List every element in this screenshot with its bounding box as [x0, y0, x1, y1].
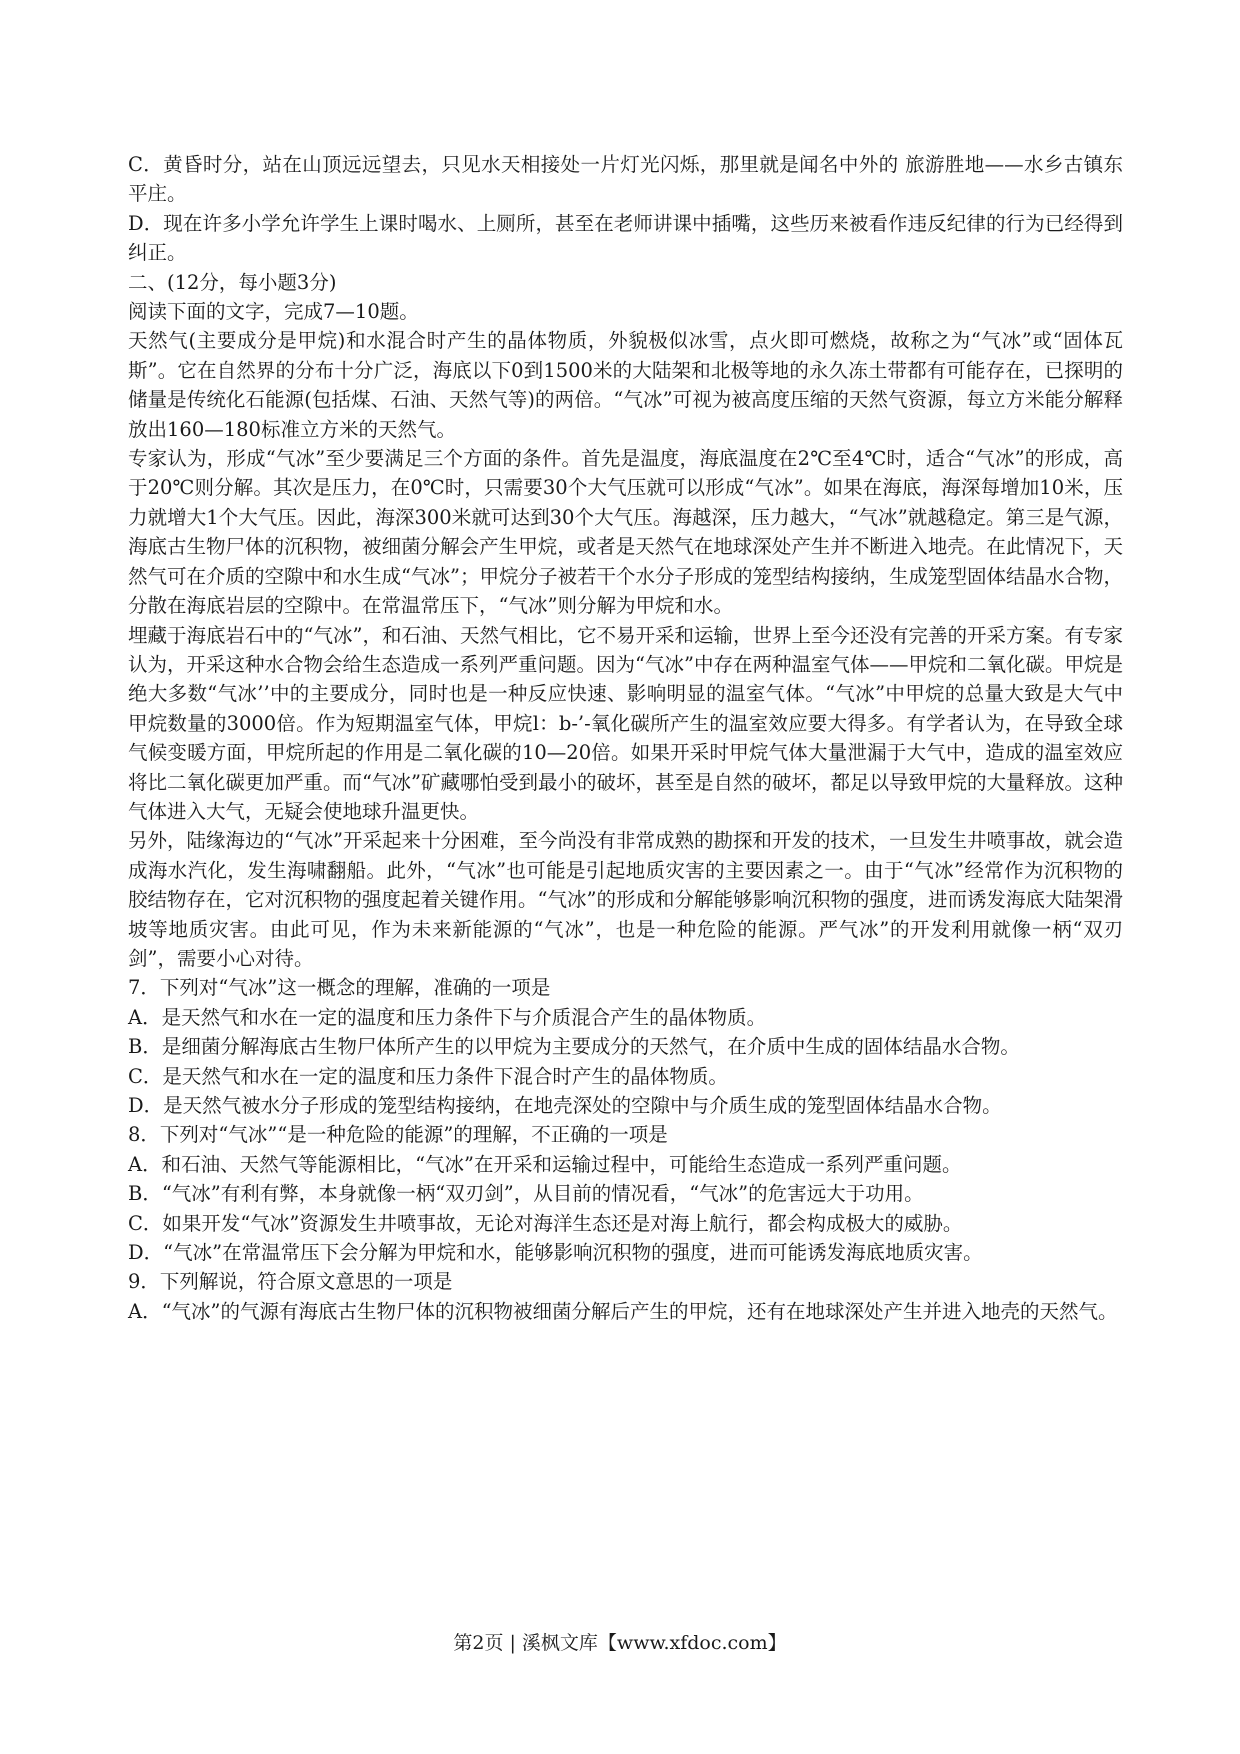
question-7-option-c: C．是天然气和水在一定的温度和压力条件下混合时产生的晶体物质。 — [128, 1064, 728, 1088]
question-8-option-b: B．“气冰”有利有弊，本身就像一柄“双刃剑”，从目前的情况看，“气冰”的危害远大于功用。 — [128, 1182, 924, 1206]
section-heading: 二、(12分，每小题3分) — [128, 270, 337, 294]
passage-paragraph-3: 埋藏于海底岩石中的“气冰”，和石油、天然气相比，它不易开采和运输，世界上至今还没有完善的开采方案。有专家认为，开采这种水合物会给生态造成一系列严重问题。因为“气冰”中存在两种温室气体——甲烷和二氧化碳。甲烷是绝大多数“气冰’’中的主要成分，同时也是一种反应快速、影响明显的温室气体。“气冰”中甲烷的总量大致是大气中甲烷数量的3000倍。作为短期温室气体，甲烷l：b-’-氧化碳所产生的温室效应要大得多。有学者认为，在导致全球气候变暖方面，甲烷所起的作用是二氧化碳的10—20倍。如果开采时甲烷气体大量泄漏于大气中，造成的温室效应将比二氧化碳更加严重。而“气冰”矿藏哪怕受到最小的破坏，甚至是自然的破坏，都足以导致甲烷的大量释放。这种气体进入大气，无疑会使地球升温更快。 — [128, 623, 1123, 823]
question-7: 7．下列对“气冰”这一概念的理解，准确的一项是 — [128, 976, 551, 1000]
option-d-paragraph: D．现在许多小学允许学生上课时喝水、上厕所，甚至在老师讲课中插嘴，这些历来被看作违反纪律的行为已经得到纠正。 — [128, 211, 1123, 265]
question-7-option-b: B．是细菌分解海底古生物尸体所产生的以甲烷为主要成分的天然气，在介质中生成的固体结晶水合物。 — [128, 1035, 1020, 1059]
passage-paragraph-4: 另外，陆缘海边的“气冰”开采起来十分困难，至今尚没有非常成熟的勘探和开发的技术，一旦发生井喷事故，就会造成海水汽化，发生海啸翻船。此外，“气冰”也可能是引起地质灾害的主要因素之一。由于“气冰”经常作为沉积物的胶结物存在，它对沉积物的强度起着关键作用。“气冰”的形成和分解能够影响沉积物的强度，进而诱发海底大陆架滑坡等地质灾害。由此可见，作为未来新能源的“气冰”，也是一种危险的能源。严气冰”的开发利用就像一柄“双刃剑”，需要小心对待。 — [128, 829, 1123, 970]
page-footer: 第2页 | 溪枫文库【www.xfdoc.com】 — [453, 1632, 787, 1654]
question-7-option-a: A．是天然气和水在一定的温度和压力条件下与介质混合产生的晶体物质。 — [128, 1005, 767, 1029]
question-8: 8．下列对“气冰”“是一种危险的能源”的理解，不正确的一项是 — [128, 1123, 668, 1147]
question-9: 9．下列解说，符合原文意思的一项是 — [128, 1270, 453, 1294]
passage-paragraph-1: 天然气(主要成分是甲烷)和水混合时产生的晶体物质，外貌极似冰雪，点火即可燃烧，故称之为“气冰”或“固体瓦斯”。它在自然界的分布十分广泛，海底以下0到1500米的大陆架和北极等地的永久冻土带都有可能存在，已探明的储量是传统化石能源(包括煤、石油、天然气等)的两倍。“气冰”可视为被高度压缩的天然气资源，每立方米能分解释放出160—180标准立方米的天然气。 — [128, 329, 1123, 441]
question-7-option-d: D．是天然气被水分子形成的笼型结构接纳，在地壳深处的空隙中与介质生成的笼型固体结晶水合物。 — [128, 1094, 1002, 1117]
question-8-option-c: C．如果开发“气冰”资源发生井喷事故，无论对海洋生态还是对海上航行，都会构成极大的威胁。 — [128, 1211, 963, 1235]
question-9-option-a: A．“气冰”的气源有海底古生物尸体的沉积物被细菌分解后产生的甲烷，还有在地球深处产生并进入地壳的天然气。 — [128, 1299, 1118, 1323]
reading-instruction: 阅读下面的文字，完成7—10题。 — [128, 300, 419, 324]
passage-paragraph-2: 专家认为，形成“气冰”至少要满足三个方面的条件。首先是温度，海底温度在2℃至4℃时，适合“气冰”的形成，高于20℃则分解。其次是压力，在0℃时，只需要30个大气压就可以形成“气冰”。如果在海底，海深每增加10米，压力就增大1个大气压。因此，海深300米就可达到30个大气压。海越深，压力越大，“气冰”就越稳定。第三是气源，海底古生物尸体的沉积物，被细菌分解会产生甲烷，或者是天然气在地球深处产生并不断进入地壳。在此情况下，天然气可在介质的空隙中和水生成“气冰”；甲烷分子被若干个水分子形成的笼型结构接纳，生成笼型固体结晶水合物，分散在海底岩层的空隙中。在常温常压下，“气冰”则分解为甲烷和水。 — [128, 447, 1123, 618]
document-body — [128, 150, 1123, 1326]
question-8-option-d: D．“气冰”在常温常压下会分解为甲烷和水，能够影响沉积物的强度，进而可能诱发海底地质灾害。 — [128, 1241, 983, 1265]
question-8-option-a: A．和石油、天然气等能源相比，“气冰”在开采和运输过程中，可能给生态造成一系列严重问题。 — [128, 1152, 962, 1176]
option-c-paragraph: C．黄昏时分，站在山顶远远望去，只见水天相接处一片灯光闪烁，那里就是闻名中外的 旅游胜地——水乡古镇东平庄。 — [128, 153, 1123, 206]
